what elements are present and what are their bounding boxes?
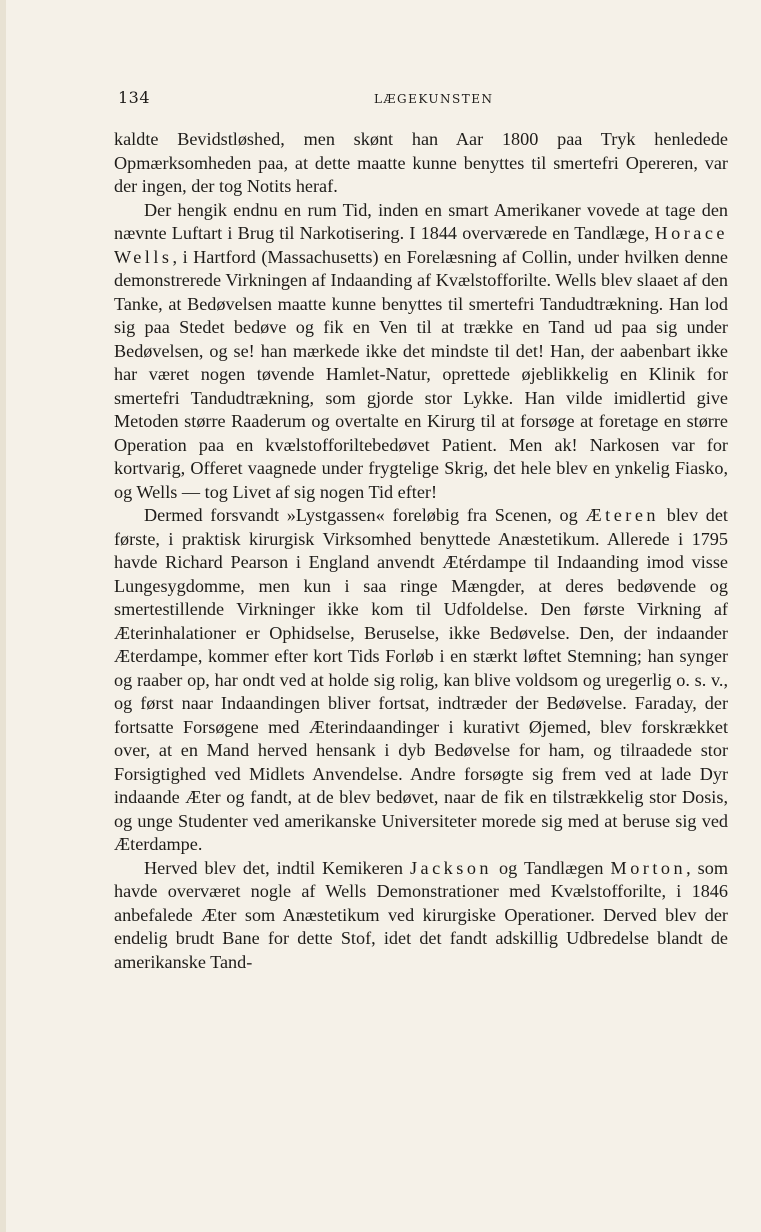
body-text — [114, 128, 728, 974]
spaced-term-aeteren: Æteren — [585, 505, 659, 525]
text-segment: Der hengik endnu en rum Tid, inden en smart Amerikaner vovede at tage den nævnte Luftart i Brug til Narkotisering. I 1844 overværede en Tandlæge, — [114, 199, 728, 243]
text-segment: blev det første, i praktisk kirurgisk Virksomhed benyttede Anæstetikum. Allerede i 1795 havde Richard Pearson i England anvendt Ætérdampe til Indaanding imod visse Lungesygdomme, men kun i saa ringe Mængder, at deres bedøvende og smertestillende Virkninger ikke kom til Udfoldelse. Den første Virkning af Æterinhalationer er Ophidselse, Beruselse, ikke Bedøvelse. Den, der indaander Æterdampe, kommer efter kort Tids Forløb i en stærkt løftet Stemning; han synger og raaber op, har ondt ved at holde sig rolig, kan blive voldsom og uregerlig o. s. v., og først naar Indaandingen bliver fortsat, indtræder der Bedøvelse. Faraday, der fortsatte Forsøgene med Æterindaandinger i kurativt Øjemed, blev forskrækket over, at en Mand herved hensank i dyb Bedøvelse for ham, og tilraadede stor Forsigtighed ved Midlets Anvendelse. Andre forsøgte sig frem ved at lade Dyr indaande Æter og fandt, at de blev bedøvet, naar de fik en tilstrækkelig stor Dosis, og unge Studenter ved amerikanske Universiteter morede sig med at beruse sig ved Æterdampe. — [114, 505, 728, 854]
paragraph-3 — [114, 504, 728, 857]
text-segment: Dermed forsvandt »Lystgassen« foreløbig fra Scenen, og — [144, 505, 586, 525]
text-segment: og Tandlægen — [492, 857, 611, 878]
spaced-name-morton: Morton — [610, 857, 687, 878]
paragraph-4 — [114, 857, 728, 975]
page-header — [114, 88, 721, 112]
page-number: 134 — [118, 88, 151, 107]
paragraph-2 — [114, 199, 728, 505]
text-segment: , i Hartford (Massachusetts) en Forelæsning af Collin, under hvilken denne demonstrerede Virkningen af Indaanding af Kvælstofforilte. Wells blev slaaet af den Tanke, at Bedøvelsen maatte kunne benyttes til smertefri Tandudtrækning. Han lod sig paa Stedet bedøve og fik en Ven til at trække en Tand ud paa sig under Bedøvelsen, og se! han mærkede ikke det mindste til det! Han, der aabenbart ikke har været nogen tøvende Hamlet-Natur, oprettede øjeblikkelig en Klinik for smertefri Tandudtrækning, som gjorde stor Lykke. Han vilde imidlertid give Metoden større Raaderum og overtalte en Kirurg til at forsøge at foretage en større Operation paa en kvælstofforiltebedøvet Patient. Men ak! Narkosen var for kortvarig, Offeret vaagnede under frygtelige Skrig, det hele blev en ynkelig Fiasko, og Wells — tog Livet af sig nogen Tid efter! — [114, 246, 728, 502]
text-segment: kaldte Bevidstløshed, men skønt han Aar 1800 paa Tryk henledede Opmærksomheden paa, at dette maatte kunne benyttes til smertefri Opereren, var der ingen, der tog Notits heraf. — [114, 129, 728, 196]
text-segment: Herved blev det, indtil Kemikeren — [144, 857, 410, 878]
text-segment: , som havde overværet nogle af Wells Demonstrationer med Kvælstofforilte, i 1846 anbefalede Æter som Anæstetikum ved kirurgiske Operationer. Derved blev der endelig brudt Bane for dette Stof, idet det fandt adskillig Udbredelse blandt de amerikanske Tand- — [114, 857, 728, 972]
spaced-name-jackson: Jackson — [409, 857, 493, 878]
spaced-name-horace-wells: Horace Wells — [114, 223, 728, 267]
paragraph-1 — [114, 128, 728, 199]
running-title: LÆGEKUNSTEN — [374, 92, 494, 106]
